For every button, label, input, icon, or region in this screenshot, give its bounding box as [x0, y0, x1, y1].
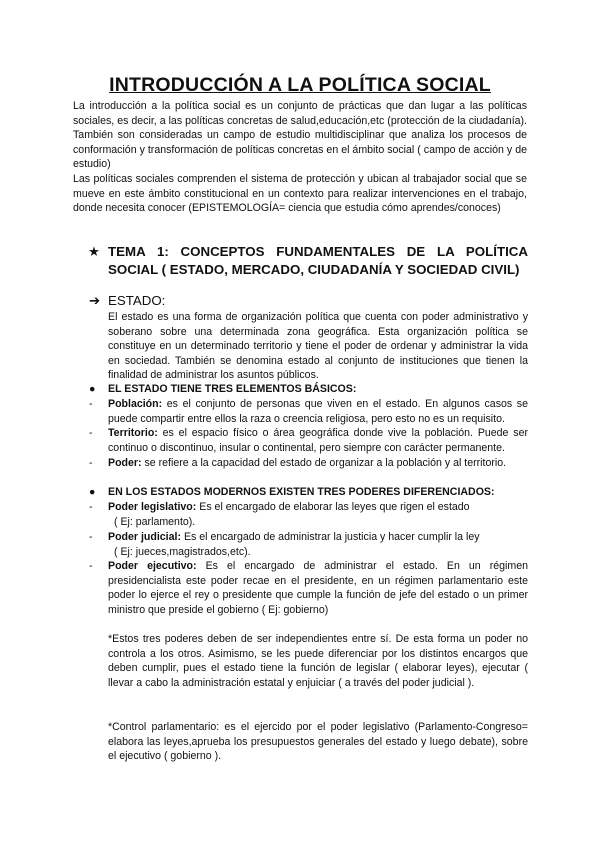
item-term: Territorio: [108, 427, 158, 439]
poderes-heading [89, 486, 495, 498]
item-term: Poder legislativo: [108, 501, 197, 513]
note-paragraph-2: *Control parlamentario: es el ejercido por el poder legislativo (Parlamento-Congreso= elabora las leyes,aprueba los presupuestos generales del estado y luego debate), sobre el ejecutivo ( gobierno ). [108, 721, 528, 763]
arrow-right-icon: ➔ [89, 293, 101, 308]
intro-paragraph-1: La introducción a la política social es un conjunto de prácticas que dan lugar a las políticas sociales, es decir, a las políticas concretas de salud,educación,etc (protección de la ciudadanía). También son consideradas un campo de estudio multidisciplinar que analiza los procesos de conformación y transformación de políticas concretas en el ámbito social ( campo de acción y de estudio) [73, 100, 527, 171]
estado-paragraph: El estado es una forma de organización política que cuenta con poder administrativo y soberano sobre una determinada zona geográfica. Esta organización política se constituye en un determinado territorio y tiene el poder de ordenar y administrar la vida en sociedad. También se denomina estado al conjunto de instituciones que tienen la finalidad de administrar los asuntos públicos. [108, 311, 528, 382]
dash-marker: - [89, 427, 93, 439]
bullet-icon: ● [89, 486, 96, 498]
intro-paragraph-2: Las políticas sociales comprenden el sistema de protección y ubican al trabajador social que se mueve en este ámbito constitucional en un contexto para realizar intervenciones en el trabajo, donde necesita conocer (EPISTEMOLOGÍA= ciencia que estudia cómo aprendes/conoces) [73, 173, 527, 215]
item-term: Poder ejecutivo: [108, 560, 197, 572]
item-term: Población: [108, 398, 163, 410]
item-example: ( Ej: jueces,magistrados,etc). [114, 545, 251, 558]
note-paragraph-1: *Estos tres poderes deben de ser independientes entre sí. De esta forma un poder no controla a los otros. Asimismo, se les puede diferenciar por los distintos encargos que deben cumplir, pues el estado tiene la función de legislar ( elaborar leyes), ejecutar ( llevar a cabo la administración estatal y enjuiciar ( a través del poder judicial ). [108, 633, 528, 689]
elementos-heading-text: EL ESTADO TIENE TRES ELEMENTOS BÁSICOS: [108, 383, 357, 395]
item-text: es el conjunto de personas que viven en el estado. En algunos casos se puede compartir entre ellos la raza o creencia religiosa, pero esto no es un requisito. [108, 398, 528, 425]
poderes-heading-text: EN LOS ESTADOS MODERNOS EXISTEN TRES PODERES DIFERENCIADOS: [108, 486, 495, 498]
dash-marker: - [89, 531, 93, 543]
dash-marker: - [89, 457, 93, 469]
item-text: se refiere a la capacidad del estado de organizar a la población y al territorio. [141, 457, 507, 469]
star-icon: ★ [88, 244, 100, 259]
item-text: Es el encargado de administrar el estado. En un régimen presidencialista este poder recae en el presidente, en un régimen parlamentario este poder lo ejerce el rey o presidente que cumple la función de jefe del estado o un primer ministro que preside el gobierno ( Ej: gobierno) [108, 560, 529, 616]
elementos-heading [89, 383, 356, 395]
item-example: ( Ej: parlamento). [114, 515, 196, 528]
dash-marker: - [89, 560, 93, 572]
item-text: Es el encargado de elaborar las leyes que rigen el estado [196, 501, 470, 513]
dash-marker: - [89, 398, 93, 410]
item-term: Poder judicial: [108, 531, 181, 543]
item-text: es el espacio físico o área geográfica donde vive la población. Puede ser continuo o discontinuo, insular o continental, pero siempre con carácter permanente. [108, 427, 528, 454]
page-title: INTRODUCCIÓN A LA POLÍTICA SOCIAL [109, 74, 491, 96]
item-term: Poder: [108, 457, 142, 469]
bullet-icon: ● [89, 383, 96, 395]
estado-heading [89, 293, 165, 309]
item-text: Es el encargado de administrar la justicia y hacer cumplir la ley [181, 531, 480, 543]
estado-heading-text: ESTADO: [108, 293, 166, 308]
dash-marker: - [89, 501, 93, 513]
tema-heading-text: TEMA 1: CONCEPTOS FUNDAMENTALES DE LA POLÍTICA SOCIAL ( ESTADO, MERCADO, CIUDADANÍA Y SOCIEDAD CIVIL) [108, 244, 528, 277]
